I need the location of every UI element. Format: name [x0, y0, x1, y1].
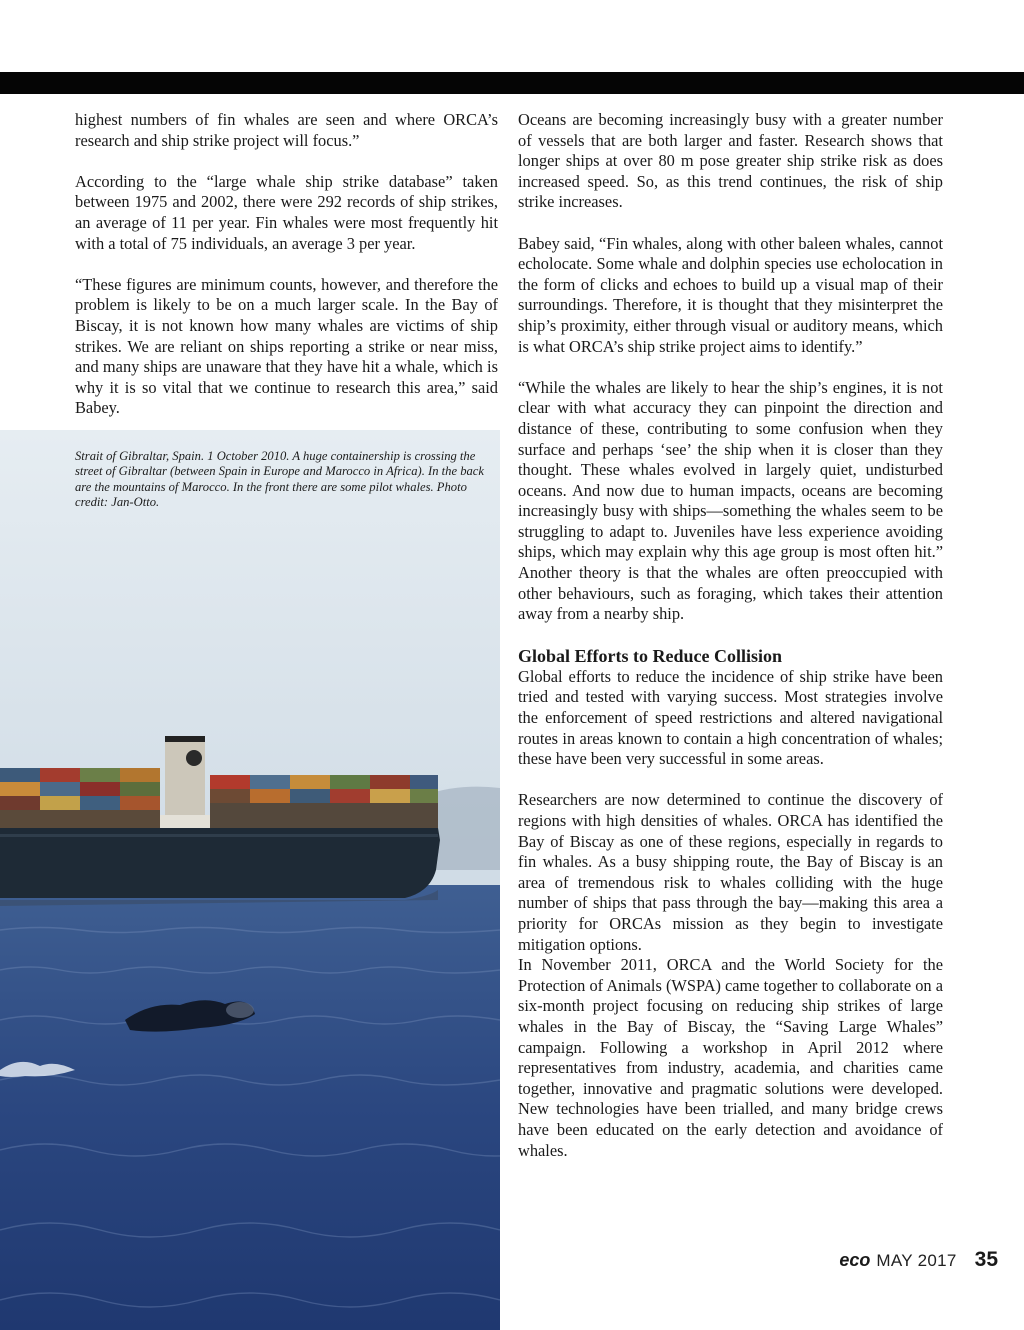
- photo-caption: Strait of Gibraltar, Spain. 1 October 2010. A huge containership is crossing the street of Gibraltar (between Spain in Europe and Marocco in Africa). In the back are the mountains of Marocco. In the front there are some pilot whales. Photo credit: Jan-Otto.: [75, 449, 484, 510]
- body-paragraph: “These figures are minimum counts, however, and therefore the problem is likely to be on a much larger scale. In the Bay of Biscay, it is not known how many whales are victims of ship strikes. We are reliant on ships reporting a strike or near miss, and many ships are unaware that they have hit a whale, which is why it is so vital that we continue to research this area,” said Babey.: [75, 274, 498, 418]
- body-paragraph: According to the “large whale ship strike database” taken between 1975 and 2002, there were 292 records of ship strikes, an average of 11 per year. Fin whales were most frequently hit with a total of 75 individuals, an average 3 per year.: [75, 171, 498, 253]
- body-paragraph: In November 2011, ORCA and the World Society for the Protection of Animals (WSPA) came together to collaborate on a six-month project focusing on reducing ship strikes of large whales in the Bay of Biscay, the “Saving Large Whales” campaign. Following a workshop in April 2012 where representatives from industry, academia, and charities came together, innovative and pragmatic solutions were developed. New technologies have been trialled, and many bridge crews have been educated on the early detection and avoidance of whales.: [518, 955, 943, 1160]
- page-footer: [839, 1248, 998, 1272]
- body-paragraph: highest numbers of fin whales are seen and where ORCA’s research and ship strike project will focus.”: [75, 110, 498, 150]
- top-bar: [0, 72, 1024, 94]
- section-heading: Global Efforts to Reduce Collision: [518, 645, 782, 666]
- body-paragraph: Researchers are now determined to continue the discovery of regions with high densities of whales. ORCA has identified the Bay of Biscay as one of these regions, especially in regards to fin whales. As a busy shipping route, the Bay of Biscay is an area of tremendous risk to whales colliding with the huge number of ships that pass through the bay—making this area a priority for ORCAs mission as they begin to investigate mitigation options.: [518, 790, 943, 954]
- right-column: [518, 110, 943, 1161]
- body-paragraph: Babey said, “Fin whales, along with other baleen whales, cannot echolocate. Some whale and dolphin species use echolocation in the form of clicks and echoes to build up a visual map of their surroundings. Therefore, it is thought that they misinterpret the ship’s proximity, either through visual or auditory means, which is what ORCA’s ship strike project aims to identify.”: [518, 233, 943, 356]
- issue-date: MAY 2017: [876, 1251, 957, 1270]
- body-paragraph: “While the whales are likely to hear the ship’s engines, it is not clear with what accuracy they can pinpoint the direction and distance of these, contributing to some confusion when they surface and perhaps ‘see’ the ship when it is closer than they thought. These whales evolved in largely quiet, undisturbed oceans. And now due to human impacts, oceans are becoming increasingly busy with ships—something the whales seem to be struggling to adapt to. Juveniles have less experience avoiding ships, which may explain why this age group is most often hit.” Another theory is that the whales are often preoccupied with other behaviours, such as foraging, which takes their attention away from a nearby ship.: [518, 377, 943, 624]
- page-number: 35: [974, 1248, 998, 1271]
- magazine-brand: eco: [839, 1250, 871, 1270]
- body-paragraph: Global efforts to reduce the incidence of ship strike have been tried and tested with varying success. Most strategies involve the enforcement of speed restrictions and altered navigational routes in areas known to contain a high concentration of whales; these have been very successful in some areas.: [518, 666, 943, 769]
- containership-photo: [0, 430, 500, 1330]
- body-paragraph: Oceans are becoming increasingly busy with a greater number of vessels that are both larger and faster. Research shows that longer ships at over 80 m pose greater ship strike risk as does increased speed. So, as this trend continues, the risk of ship strike increases.: [518, 110, 943, 212]
- left-column: [75, 110, 498, 419]
